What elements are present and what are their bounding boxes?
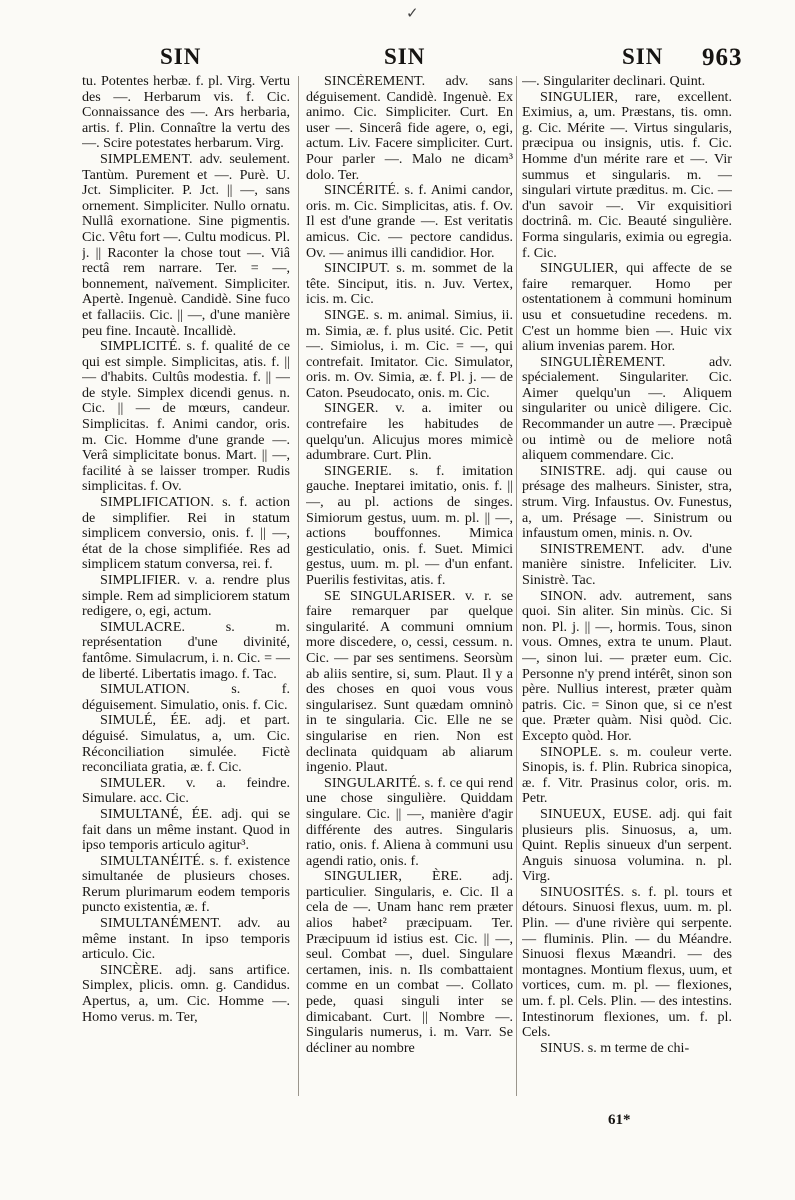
dictionary-entry: SINGER. v. a. imiter ou contrefaire les habitudes de quelqu'un. Alicujus mores mimicè adumbrare. Curt. Plin.	[306, 400, 513, 464]
column-left	[82, 74, 290, 1104]
dictionary-entry: SINGE. s. m. animal. Simius, ii. m. Simia, æ. f. plus usité. Cic. Petit —. Simiolus, i. m. Cic. = —, qui contrefait. Imitator. Cic. Simulator, oris. m. Ov. Simia, æ. f. Pl. j. — de Caton. Pseudocato, onis. m. Cic.	[306, 306, 513, 401]
dictionary-entry: SINOPLE. s. m. couleur verte. Sinopis, is. f. Plin. Rubrica sinopica, æ. f. Vitr. Prasinus color, oris. m. Petr.	[522, 743, 732, 807]
dictionary-entry: —. Singulariter declinari. Quint.	[522, 74, 706, 89]
dictionary-entry: SINGULIER, rare, excellent. Eximius, a, um. Præstans, tis. omn. g. Cic. Mérite —. Virtus singularis, præcipua ou insignis, utis. f. Cic. Homme d'un mérite rare et —. Vir summus et singularis. m. — singulari virtute præditus. m. Cic. — d'un savoir —. Vir exquisitiori doctrinâ. m. Cic. Beauté singulière. Forma singularis, eximia ou egregia. f. Cic.	[522, 88, 732, 261]
dictionary-entry: SINCIPUT. s. m. sommet de la tête. Sinciput, itis. n. Juv. Vertex, icis. m. Cic.	[306, 260, 513, 308]
dictionary-entry: SINCÈREMENT. adv. sans déguisement. Candidè. Ingenuè. Ex animo. Cic. Simpliciter. Curt. En user —. Sincerâ fide agere, o, egi, actum. Liv. Facere simpliciter. Curt. Pour parler —. Malo ne dicam³ dolo. Ter.	[306, 74, 513, 183]
dictionary-entry: SIMPLIFICATION. s. f. action de simplifier. Rei in statum simplicem conversio, onis. f. || —, état de la chose simplifiée. Res ad simplicem statum conversa, rei. f.	[82, 494, 290, 573]
dictionary-entry: SIMULER. v. a. feindre. Simulare. acc. Cic.	[82, 774, 290, 807]
dictionary-entry: SINUEUX, EUSE. adj. qui fait plusieurs plis. Sinuosus, a, um. Quint. Replis sinueux d'un serpent. Anguis sinuosa volumina. n. pl. Virg.	[522, 805, 732, 885]
dictionary-entry: SINGULIÈREMENT. adv. spécialement. Singulariter. Cic. Aimer quelqu'un —. Aliquem singulariter ou unicè diligere. Cic. Recommander un autre —. Præcipuè ou intimè ou de meliore notâ aliquem commendare. Cic.	[522, 353, 732, 464]
dictionary-entry: SINCÈRE. adj. sans artifice. Simplex, plicis. omn. g. Candidus. Apertus, a, um. Cic. Homme —. Homo verus. m. Ter,	[82, 961, 290, 1025]
running-head-middle: SIN	[384, 44, 426, 69]
signature-mark: 61*	[608, 1112, 631, 1128]
dictionary-entry: SINUS. s. m terme de chi-	[540, 1039, 690, 1056]
column-middle	[306, 74, 513, 1104]
dictionary-entry: SIMPLIFIER. v. a. rendre plus simple. Rem ad simpliciorem statum redigere, o, egi, actum.	[82, 572, 290, 620]
dictionary-entry: SINGULIER, qui affecte de se faire remarquer. Homo per ostentationem à communi hominum usu et consuetudine recedens. m. C'est un homme bien —. Huic vix alium invenias parem. Hor.	[522, 260, 732, 355]
dictionary-entry: SIMULATION. s. f. déguisement. Simulatio, onis. f. Cic.	[82, 681, 290, 713]
dictionary-entry: SINCÉRITÉ. s. f. Animi candor, oris. m. Cic. Simplicitas, atis. f. Ov. Il est d'une grande —. Est veritatis amicus. Cic. — pectore candidus. Ov. — animus illi candidior. Hor.	[306, 182, 513, 261]
dictionary-entry: SINUOSITÉS. s. f. pl. tours et détours. Sinuosi flexus, uum. m. pl. Plin. — d'une rivière qui serpente. — fluminis. Plin. — du Méandre. Sinuosi flexus Mæandri. — des montagnes. Montium flexus, uum, et vortices, cum. m. pl. — flexiones, um. f. pl. Cels. Plin. — des intestins. Intestinorum flexiones, um. f. pl. Cels.	[522, 883, 732, 1041]
dictionary-entry: SIMULACRE. s. m. représentation d'une divinité, fantôme. Simulacrum, i. n. Cic. = — de liberté. Libertatis imago. f. Tac.	[82, 618, 290, 682]
dictionary-entry: SINGULARITÉ. s. f. ce qui rend une chose singulière. Quiddam singulare. Cic. || —, manière d'agir différente des autres. Singularis ratio, onis. f. Aliena à communi usu agendi ratio, onis. f.	[306, 774, 513, 869]
dictionary-entry: SINISTREMENT. adv. d'une manière sinistre. Infeliciter. Liv. Sinistrè. Tac.	[522, 540, 732, 588]
column-divider	[298, 76, 299, 1096]
check-mark: ✓	[406, 6, 419, 22]
dictionary-entry: SIMULTANÉITÉ. s. f. existence simultanée de plusieurs choses. Rerum plurimarum eodem temporis puncto existentia, æ. f.	[82, 852, 290, 916]
page-number: 963	[702, 44, 743, 71]
dictionary-entry: SE SINGULARISER. v. r. se faire remarquer par quelque singularité. A communi omnium more discedere, o, cessi, cessum. n. Cic. — par ses sentimens. Seorsùm ab aliis sentire, si, sum. Plaut. Il y a des choses en quoi vous vous singularisez. Sunt quædam omninò in te singularia. Cic. Elle ne se singularise en rien. Non est declinata quidquam ab aliarum ingenio. Plaut.	[306, 587, 513, 776]
dictionary-entry: SINISTRE. adj. qui cause ou présage des malheurs. Sinister, stra, strum. Virg. Infaustus. Ov. Funestus, a, um. Présage —. Sinistrum ou infaustum omen, minis. n. Ov.	[522, 462, 732, 542]
running-head	[0, 44, 795, 74]
dictionary-entry: SIMPLICITÉ. s. f. qualité de ce qui est simple. Simplicitas, atis. f. || — d'habits. Cultûs modestia. f. || — de style. Simplex dicendi genus. n. Cic. || — de mœurs, candeur. Simplicitas. f. Animi candor, oris. m. Cic. Homme d'une grande —. Verâ simplicitate bonus. Mart. || —, facilité à se laisser tromper. Rudis simplicitas. f. Ov.	[82, 338, 290, 495]
dictionary-entry: SIMULTANÉMENT. adv. au même instant. In ipso temporis articulo. Cic.	[82, 915, 290, 963]
running-head-right: SIN	[622, 44, 664, 69]
dictionary-entry: SIMULTANÉ, ÉE. adj. qui se fait dans un même instant. Quod in ipso temporis articulo agitur³.	[82, 805, 290, 854]
column-divider	[516, 76, 517, 1096]
dictionary-entry: SINGERIE. s. f. imitation gauche. Ineptarei imitatio, onis. f. || —, au pl. actions de singes. Simiorum gestus, uum. m. pl. || —, actions bouffonnes. Mimica gesticulatio, onis. f. Suet. Mimici gestus, uum. m. pl. — d'un enfant. Puerilis festivitas, atis. f.	[306, 462, 513, 588]
dictionary-entry: tu. Potentes herbæ. f. pl. Virg. Vertu des —. Herbarum vis. f. Cic. Connaissance des —. Ars herbaria, artis. f. Plin. Connaître la vertu des —. Scire potestates herbarum. Virg.	[82, 74, 290, 152]
column-right	[522, 74, 732, 1104]
dictionary-entry: SIMPLEMENT. adv. seulement. Tantùm. Purement et —. Purè. U. Jct. Simpliciter. P. Jct. || —, sans ornement. Simpliciter. Nullo ornatu. Nullâ exornatione. Sine pigmentis. Cic. Vêtu fort —. Cultu modicus. Pl. j. || Raconter la chose tout —. Viâ rectâ rem narrare. Ter. = —, bonnement, naïvement. Simpliciter. Apertè. Ingenuè. Candidè. Sine fuco et fallaciis. Cic. || —, d'une manière peu fine. Incautè. Incallidè.	[82, 150, 290, 339]
dictionary-entry: SINON. adv. autrement, sans quoi. Sin aliter. Sin minùs. Cic. Si non. Pl. j. || —, hormis. Tous, sinon vous. Omnes, extra te unum. Plaut. —, sinon lui. — præter eum. Cic. Personne n'y prend intérêt, sinon son père. Nullius interest, præter quàm patris. Cic. = Sinon que, si ce n'est que. Præter quàm. Nisi quòd. Cic. Excepto quòd. Hor.	[522, 587, 732, 744]
dictionary-entry: SINGULIER, ÈRE. adj. particulier. Singularis, e. Cic. Il a cela de —. Unam hanc rem præter alios habet² præcipuam. Ter. Præcipuum id istius est. Cic. || —, seul. Combat —, duel. Singulare certamen, inis. n. Ils combattaient comme en un combat —. Collato pede, quasi singuli inter se dimicabant. Curt. || Nombre —. Singularis numerus, i. m. Varr. Se décliner au nombre	[306, 868, 513, 1056]
running-head-left: SIN	[160, 44, 202, 69]
dictionary-entry: SIMULÉ, ÉE. adj. et part. déguisé. Simulatus, a, um. Cic. Réconciliation simulée. Fictè reconciliata gratia, æ. f. Cic.	[82, 712, 290, 776]
